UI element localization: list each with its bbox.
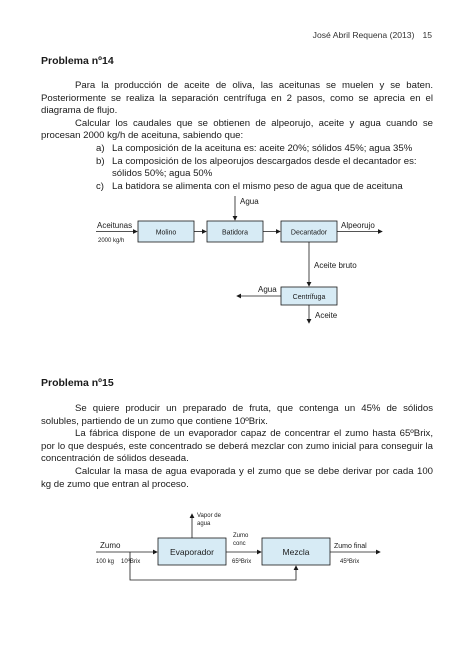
flow-diagram-15	[0, 505, 474, 595]
molino-label: Molino	[155, 229, 177, 237]
aceitunas-label: Aceitunas	[97, 221, 133, 230]
evaporador-label: Evaporador	[170, 547, 214, 557]
page-number: 15	[422, 30, 432, 40]
author-text: José Abril Requena (2013)	[312, 30, 415, 40]
conc-label-1: Zumo	[233, 533, 249, 539]
alpeorujo-label: Alpeorujo	[341, 221, 375, 230]
mezcla-label: Mezcla	[282, 547, 310, 557]
vapor-label-2: agua	[197, 521, 211, 527]
problem-14-text	[41, 80, 433, 143]
conc-label-2: conc	[233, 541, 246, 547]
aceite-bruto-label: Aceite bruto	[314, 261, 357, 270]
agua-left-label: Agua	[258, 285, 277, 294]
aceite-label: Aceite	[315, 311, 338, 320]
problem-15-p1: Se quiere producir un preparado de fruta, que contenga un 45% de sólidos solubles, partiendo de un zumo que contiene 10ºBrix.	[41, 403, 433, 427]
problem-14-intro: Para la producción de aceite de oliva, las aceitunas se muelen y se baten. Posteriormente se realiza la separación centrífuga en 2 pasos, como se aprecia en el diagrama de flujo.	[41, 80, 433, 117]
problem-14-question: Calcular los caudales que se obtienen de alpeorujo, aceite y agua cuando se procesan 2000 kg/h de aceituna, sabiendo que:	[41, 117, 433, 142]
problem-15-text	[41, 403, 433, 491]
final-brix-label: 45ºBrix	[340, 559, 360, 565]
problem-14-title: Problema nº14	[41, 55, 114, 67]
decantador-label: Decantador	[290, 229, 328, 237]
final-label: Zumo final	[334, 543, 367, 550]
conc-brix-label: 65ºBrix	[232, 559, 252, 565]
zumo-in-label: Zumo	[100, 541, 121, 550]
page-header	[313, 30, 432, 40]
problem-15-title: Problema nº15	[41, 377, 114, 389]
batidora-label: Batidora	[221, 229, 249, 237]
list-item: b) La composición de los alpeorujos descargados desde el decantador es: sólidos 50%; agua 50%	[96, 155, 417, 180]
in-brix-label: 10ºBrix	[121, 559, 141, 565]
problem-14-list	[96, 143, 436, 193]
agua-top-label: Agua	[240, 197, 259, 206]
problem-15-p3: Calcular la masa de agua evaporada y el zumo que se debe derivar por cada 100 kg de zumo que entran al proceso.	[41, 465, 433, 490]
in-kg-label: 100 kg	[96, 559, 115, 565]
list-item: c) La batidora se alimenta con el mismo peso de agua que de aceituna	[96, 180, 403, 192]
flow-rate-label: 2000 kg/h	[98, 238, 125, 244]
list-item: a) La composición de la aceituna es: aceite 20%; sólidos 45%; agua 35%	[96, 143, 413, 154]
vapor-label-1: Vapor de	[197, 513, 221, 519]
problem-15-p2: La fábrica dispone de un evaporador capaz de concentrar el zumo hasta 65ºBrix, por lo que después, este concentrado se deberá mezclar con zumo inicial para conseguir la concentración de sólidos deseada.	[41, 428, 433, 465]
centrifuga-label: Centrífuga	[292, 294, 326, 301]
flow-diagram-14	[0, 190, 474, 340]
